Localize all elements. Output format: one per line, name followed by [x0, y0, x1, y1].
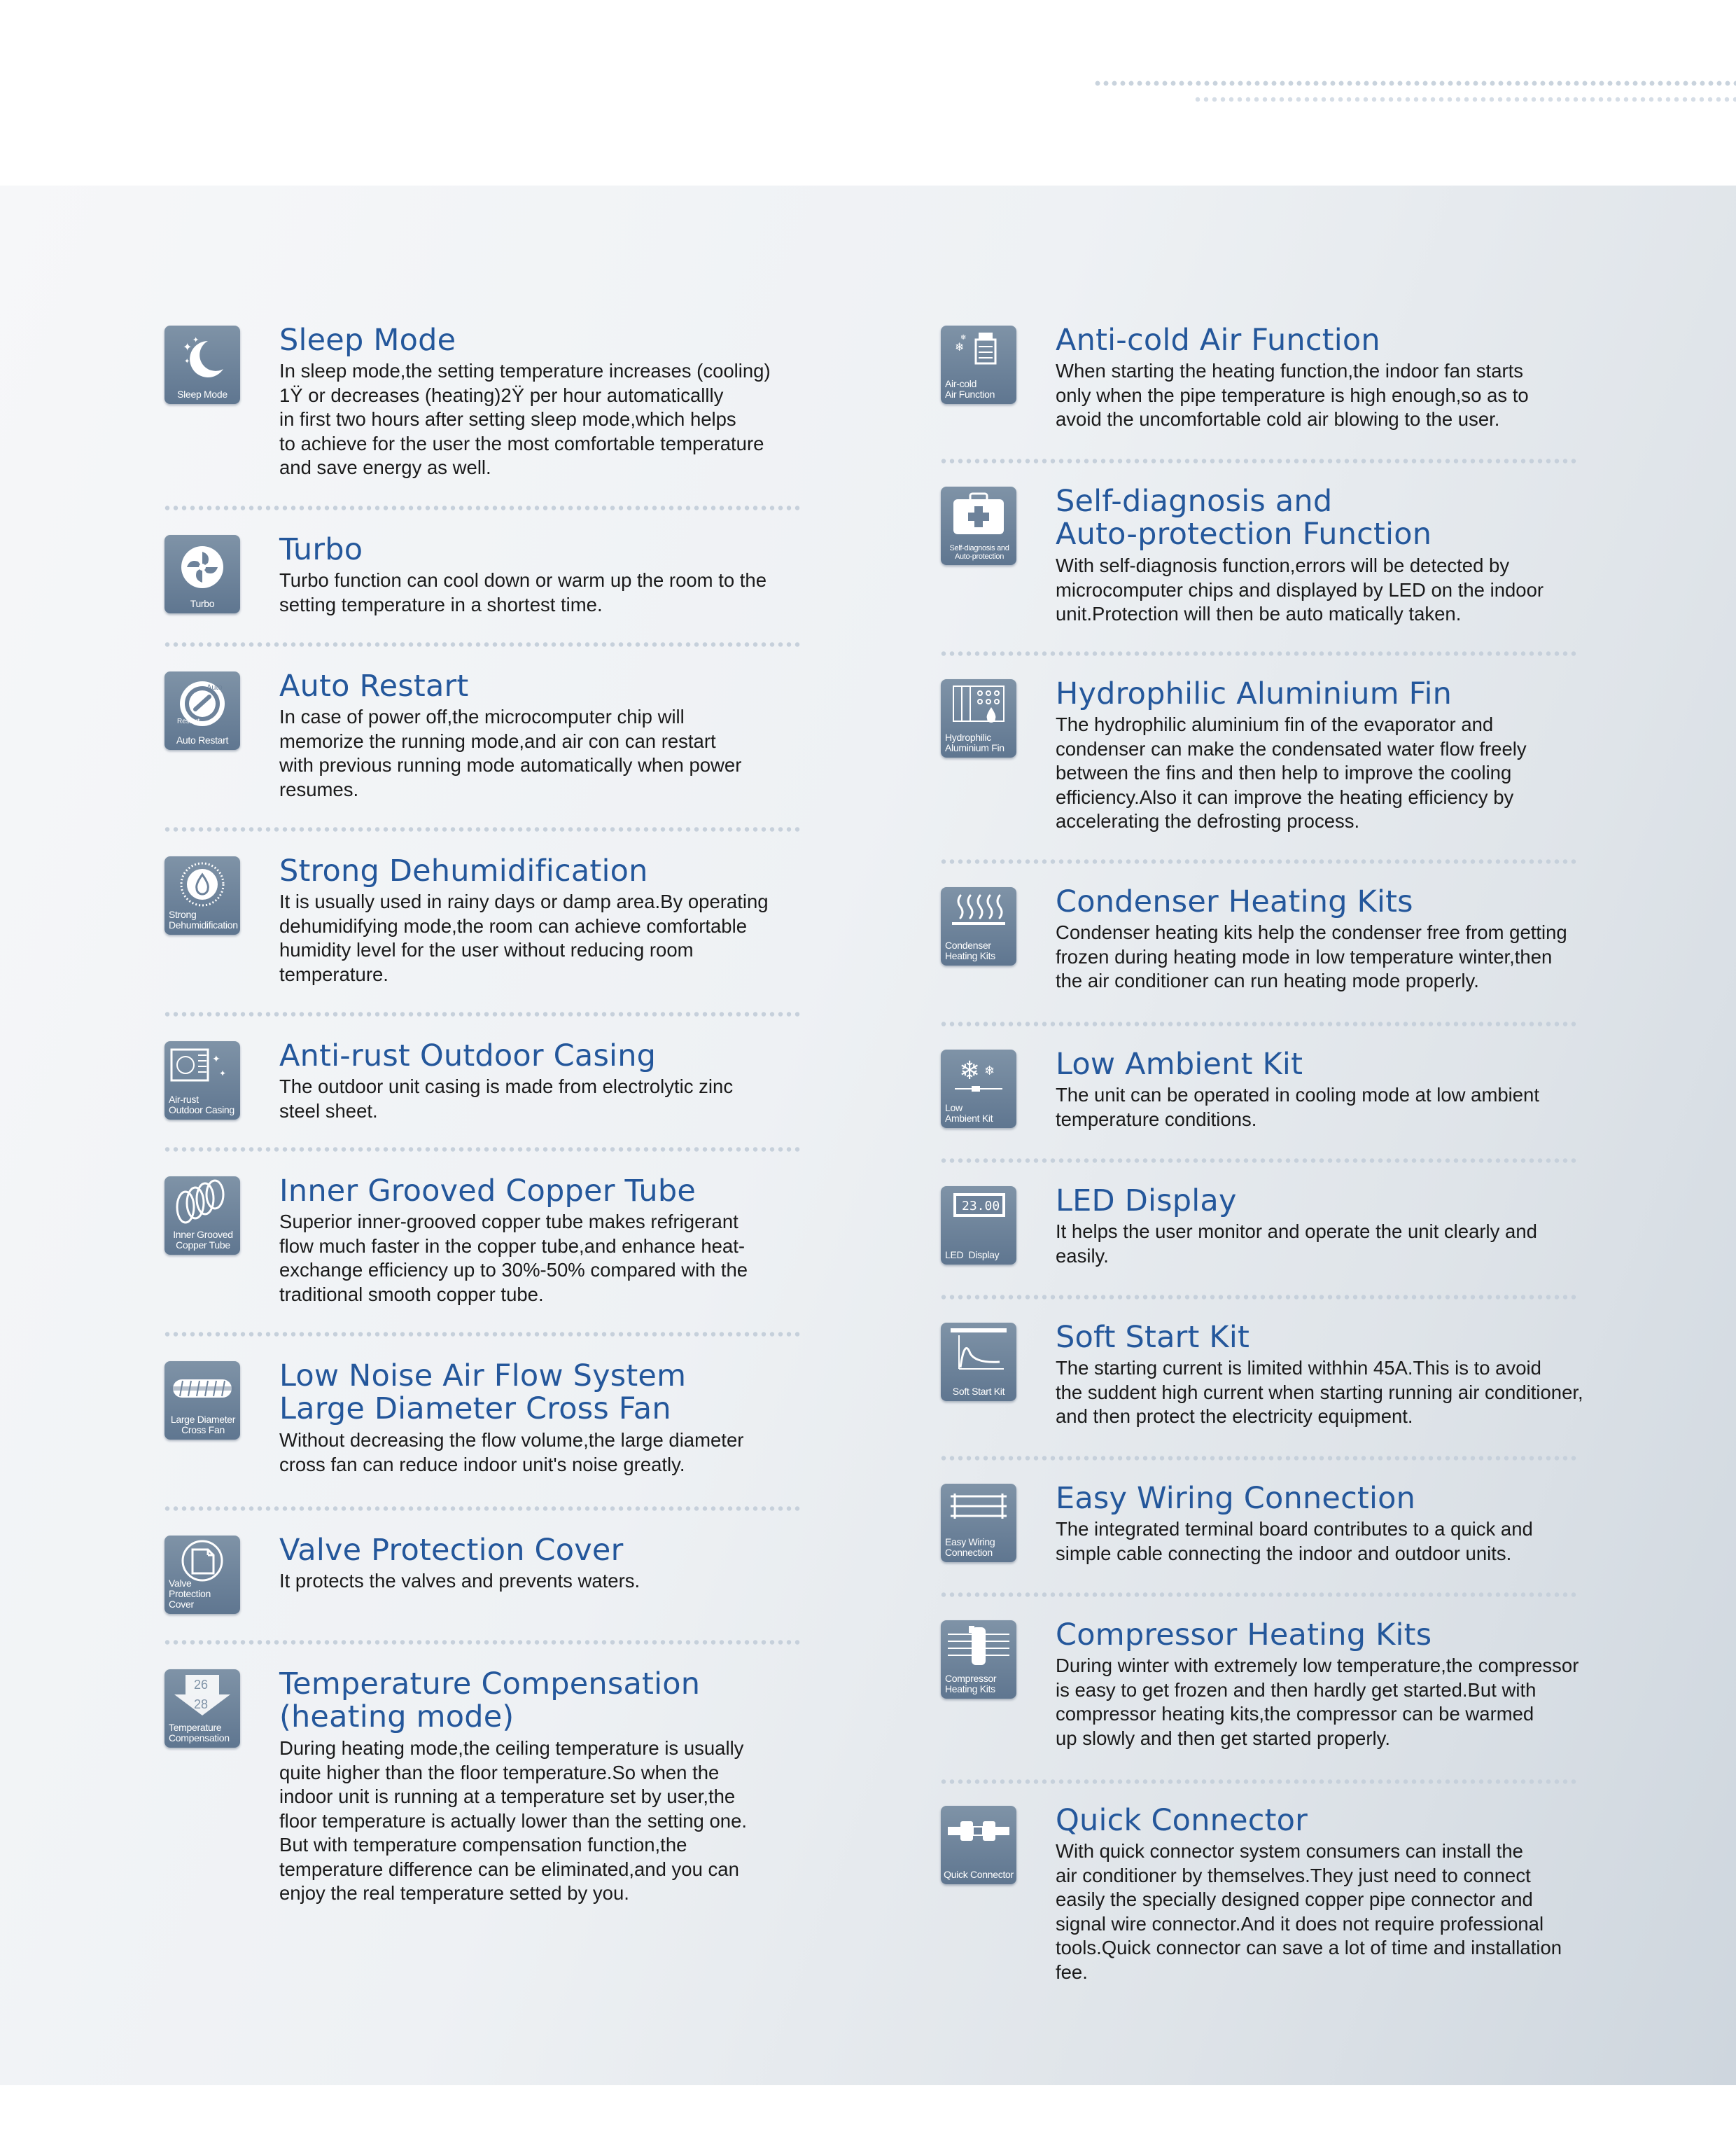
icon-caption: Hydrophilic Aluminium Fin	[945, 732, 1004, 753]
feature-title: Hydrophilic Aluminium Fin	[1056, 676, 1452, 711]
icon-temp-top: 26	[194, 1678, 209, 1692]
feature-title-line2: Large Diameter Cross Fan	[279, 1391, 671, 1426]
dotted-separator	[939, 859, 1576, 864]
turbo-fan-icon	[164, 535, 240, 613]
feature-title-line2: Auto-protection Function	[1056, 517, 1432, 552]
dotted-separator	[163, 506, 800, 510]
anti-cold-air-icon	[941, 326, 1016, 404]
icon-caption: Condenser Heating Kits	[945, 940, 995, 961]
dotted-separator	[163, 1506, 800, 1511]
dotted-separator	[163, 642, 800, 647]
heat-waves-icon	[941, 887, 1016, 966]
svg-text:✦: ✦	[219, 1068, 227, 1078]
soft-start-curve-icon	[941, 1323, 1016, 1401]
dotted-separator	[939, 1779, 1576, 1784]
feature-description: When starting the heating function,the indoor fan starts only when the pipe temperature is high enough,so as to avoid the uncomfortable cold air blowing to the user.	[1056, 360, 1529, 430]
feature-description: During winter with extremely low temperature,the compressor is easy to get frozen and then hardly get started.But with compressor heating kits,the compressor can be warmed up slowly and then get started properly.	[1056, 1655, 1579, 1749]
feature-description: Turbo function can cool down or warm up the room to the setting temperature in a shortest time.	[279, 569, 767, 615]
feature-title: Easy Wiring Connection	[1056, 1481, 1416, 1516]
snowflake-icon	[941, 1050, 1016, 1128]
icon-text-auto: Auto	[206, 683, 223, 692]
dotted-separator	[939, 1295, 1576, 1300]
dotted-separator	[939, 1456, 1576, 1461]
wiring-terminal-icon	[941, 1484, 1016, 1562]
svg-text:✦: ✦	[212, 1054, 220, 1065]
icon-text-restart: Restart	[177, 718, 200, 725]
feature-description: Without decreasing the flow volume,the large diameter cross fan can reduce indoor unit's noise greatly.	[279, 1429, 744, 1475]
feature-description: With self-diagnosis function,errors will be detected by microcomputer chips and displayed by LED on the indoor unit.Protection will then be auto matically taken.	[1056, 555, 1544, 625]
feature-title: Turbo	[279, 532, 363, 567]
svg-text:❄: ❄	[959, 1057, 981, 1085]
icon-caption: Auto Restart	[176, 735, 229, 746]
feature-title: Condenser Heating Kits	[1056, 884, 1413, 919]
feature-description: The hydrophilic aluminium fin of the evaporator and condenser can make the condensated water flow freely between the fins and then help to improve the cooling efficiency.Also it can improve the heating efficiency by accelerating the defrosting process.	[1056, 713, 1527, 832]
dotted-separator	[939, 1592, 1576, 1597]
dotted-separator	[163, 1332, 800, 1337]
icon-caption: Valve Protection Cover	[169, 1578, 211, 1610]
feature-title: Auto Restart	[279, 669, 469, 704]
first-aid-kit-icon	[941, 487, 1016, 565]
feature-title: Quick Connector	[1056, 1803, 1308, 1838]
icon-caption: Compressor Heating Kits	[945, 1673, 997, 1694]
icon-caption: LED Display	[945, 1249, 1000, 1260]
icon-caption: Strong Dehumidification	[169, 909, 238, 931]
copper-tube-icon	[164, 1176, 240, 1255]
aluminium-fin-icon	[941, 679, 1016, 758]
feature-title: Self-diagnosis and	[1056, 484, 1333, 519]
feature-title: Valve Protection Cover	[279, 1533, 624, 1568]
dotted-separator	[939, 459, 1576, 464]
feature-description: It helps the user monitor and operate the unit clearly and easily.	[1056, 1220, 1537, 1267]
svg-text:✦: ✦	[192, 335, 200, 344]
feature-title-line2: (heating mode)	[279, 1699, 514, 1734]
icon-display-text: 23.00	[962, 1199, 1000, 1213]
auto-restart-icon	[164, 671, 240, 750]
icon-caption: Air-cold Air Function	[945, 378, 995, 400]
feature-description: The starting current is limited withhin 45A.This is to avoid the suddent high current when starting running air conditioner, and then protect the electricity equipment.	[1056, 1357, 1583, 1427]
feature-title: Anti-rust Outdoor Casing	[279, 1038, 657, 1073]
feature-description: It protects the valves and prevents waters.	[279, 1570, 640, 1592]
compressor-icon	[941, 1620, 1016, 1699]
icon-caption: Sleep Mode	[177, 389, 227, 400]
svg-text:❄: ❄	[984, 1064, 995, 1078]
feature-title: LED Display	[1056, 1183, 1237, 1218]
feature-title: Low Ambient Kit	[1056, 1047, 1303, 1082]
feature-description: The outdoor unit casing is made from electrolytic zinc steel sheet.	[279, 1076, 734, 1122]
temperature-arrow-icon	[164, 1669, 240, 1748]
icon-caption: Self-diagnosis and Auto-protection	[949, 544, 1009, 561]
header-dot-line-top	[1093, 81, 1736, 86]
moon-stars-icon	[164, 326, 240, 404]
pipe-connector-icon	[941, 1806, 1016, 1884]
icon-caption: Large Diameter Cross Fan	[170, 1414, 236, 1435]
valve-cover-icon	[164, 1536, 240, 1614]
dotted-separator	[939, 1158, 1576, 1163]
icon-caption: Inner Grooved Copper Tube	[173, 1229, 233, 1251]
features-panel	[0, 186, 1736, 2085]
icon-caption: Low Ambient Kit	[945, 1102, 993, 1124]
cross-fan-icon	[164, 1361, 240, 1440]
dotted-separator	[939, 1022, 1576, 1026]
dotted-separator	[163, 1640, 800, 1645]
led-display-icon	[941, 1186, 1016, 1265]
icon-caption: Turbo	[190, 598, 215, 609]
dotted-separator	[163, 1147, 800, 1152]
feature-title: Compressor Heating Kits	[1056, 1617, 1432, 1652]
icon-caption: Temperature Compensation	[169, 1722, 230, 1743]
feature-description: In sleep mode,the setting temperature increases (cooling) 1Ÿ or decreases (heating)2Ÿ per hour automaticallly in first two hours after setting sleep mode,which helps to achieve for the user the most comfortable temperature and save energy as well.	[279, 360, 771, 478]
icon-caption: Easy Wiring Connection	[945, 1536, 995, 1558]
header-dot-line-bottom	[1194, 97, 1736, 102]
feature-title: Anti-cold Air Function	[1056, 323, 1380, 358]
feature-title: Sleep Mode	[279, 323, 456, 358]
dotted-separator	[163, 1012, 800, 1017]
icon-caption: Quick Connector	[944, 1869, 1014, 1880]
water-drop-icon	[164, 856, 240, 935]
feature-description: With quick connector system consumers can install the air conditioner by themselves.They just need to connect easily the specially designed copper pipe connector and signal wire connector.And it does not require professional tools.Quick connector can save a lot of time and installation fee.	[1056, 1840, 1562, 1983]
svg-text:❄: ❄	[960, 334, 967, 342]
dotted-separator	[939, 651, 1576, 656]
svg-text:✦: ✦	[184, 358, 190, 366]
svg-text:✦: ✦	[183, 340, 192, 354]
feature-description: The unit can be operated in cooling mode at low ambient temperature conditions.	[1056, 1084, 1539, 1130]
feature-description: Superior inner-grooved copper tube makes refrigerant flow much faster in the copper tube,and enhance heat- exchange efficiency up to 30%-50% compared with the traditional smooth copper tube.	[279, 1211, 748, 1305]
feature-title: Temperature Compensation	[279, 1666, 701, 1701]
icon-temp-bottom: 28	[194, 1697, 209, 1711]
feature-description: The integrated terminal board contributes to a quick and simple cable connecting the indoor and outdoor units.	[1056, 1518, 1533, 1564]
feature-description: It is usually used in rainy days or damp area.By operating dehumidifying mode,the room can achieve comfortable humidity level for the user without reducing room temperature.	[279, 891, 769, 985]
icon-caption: Air-rust Outdoor Casing	[169, 1094, 234, 1115]
feature-title: Strong Dehumidification	[279, 854, 648, 889]
feature-title: Low Noise Air Flow System	[279, 1358, 687, 1393]
icon-caption: Soft Start Kit	[952, 1386, 1005, 1397]
feature-description: In case of power off,the microcomputer chip will memorize the running mode,and air con can restart with previous running mode automatically when power resumes.	[279, 706, 742, 800]
feature-description: During heating mode,the ceiling temperature is usually quite higher than the floor temperature.So when the indoor unit is running at a temperature set by user,the floor temperature is actually lower than the setting one. But with temperature compensation function,the temperature difference can be eliminated,and you can enjoy the real temperature setted by you.	[279, 1737, 748, 1904]
feature-title: Inner Grooved Copper Tube	[279, 1174, 696, 1209]
dotted-separator	[163, 827, 800, 832]
svg-text:❄: ❄	[955, 340, 965, 354]
feature-title: Soft Start Kit	[1056, 1320, 1250, 1355]
feature-description: Condenser heating kits help the condenser free from getting frozen during heating mode in low temperature winter,then the air conditioner can run heating mode properly.	[1056, 921, 1567, 991]
outdoor-casing-icon	[164, 1041, 240, 1120]
